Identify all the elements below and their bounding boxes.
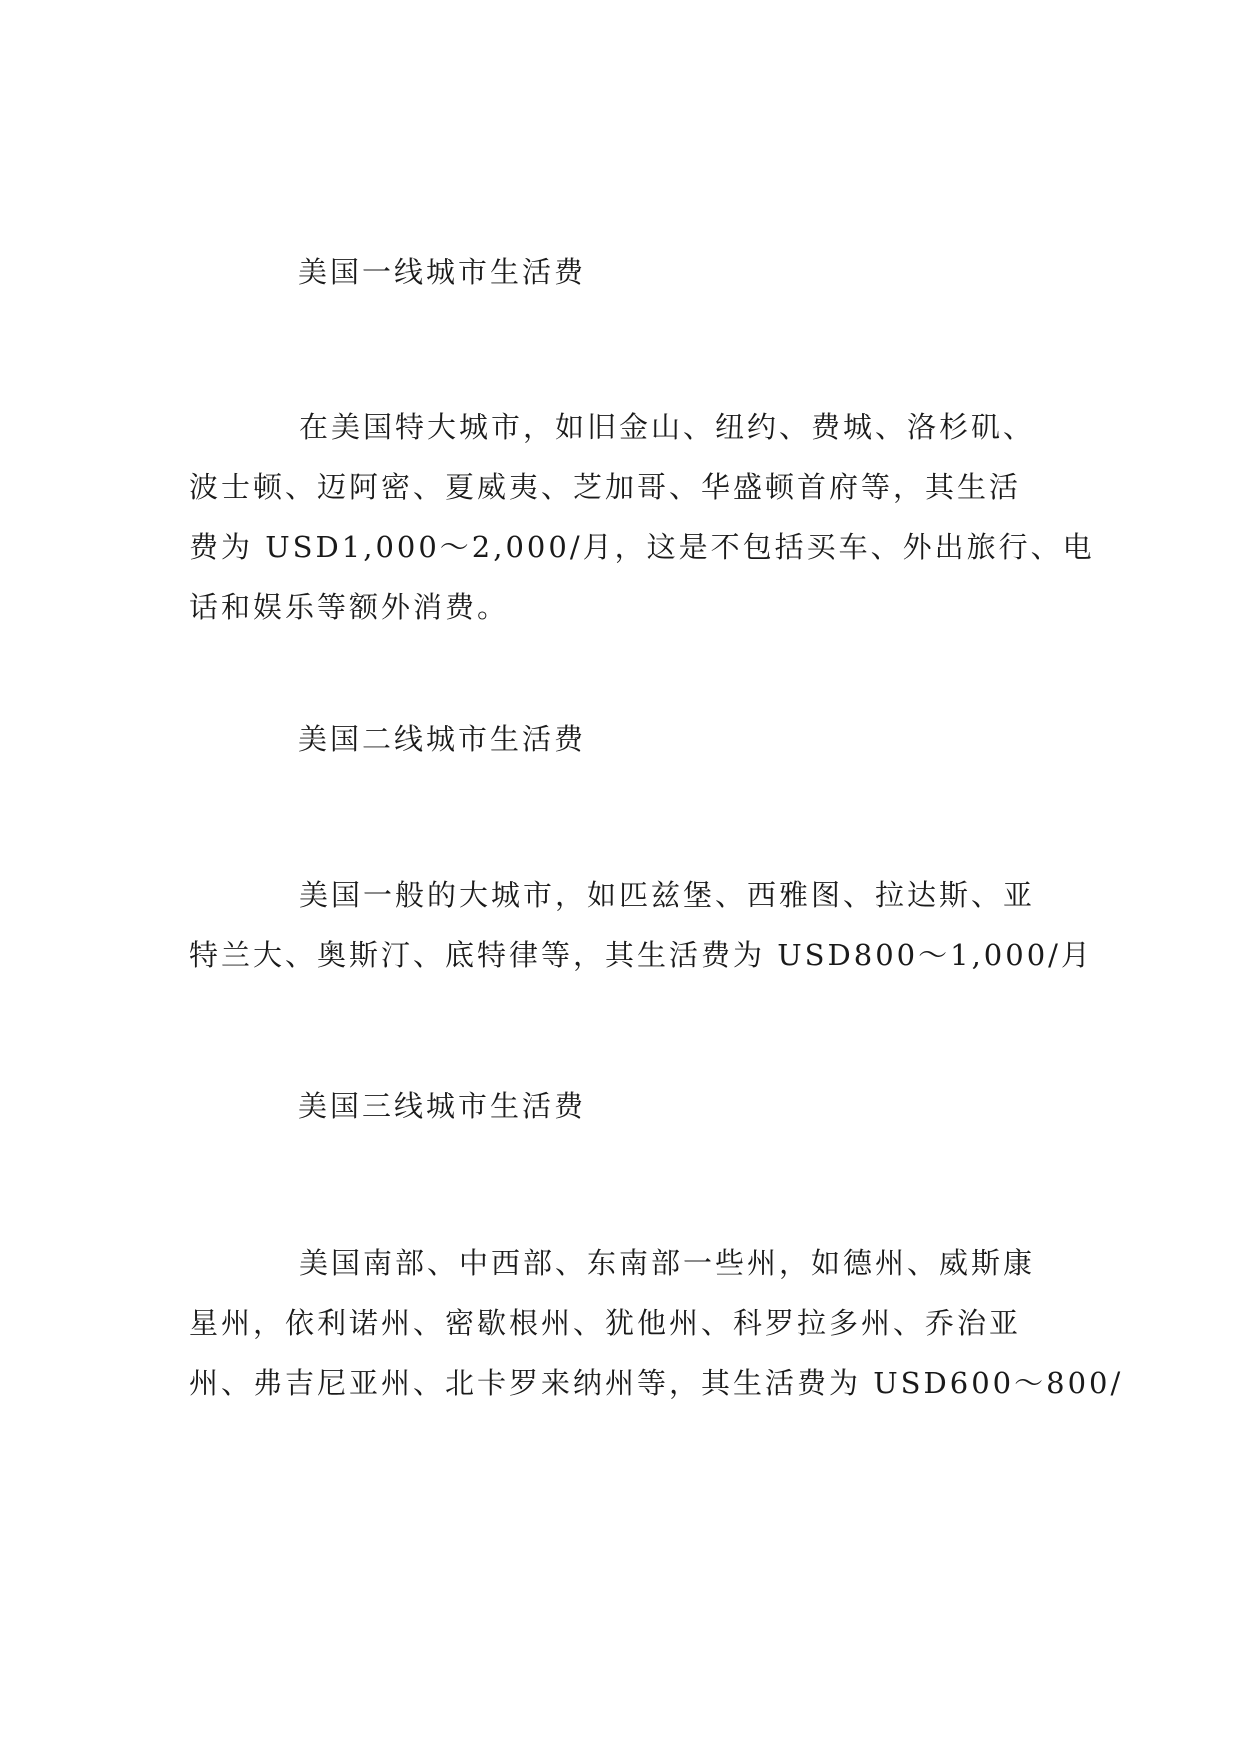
section-paragraph-tier1 [189, 397, 1095, 637]
paragraph-line: 费为 USD1,000～2,000/月，这是不包括买车、外出旅行、电 [189, 530, 1095, 564]
section-heading-tier3: 美国三线城市生活费 [298, 1089, 587, 1123]
paragraph-line: 在美国特大城市，如旧金山、纽约、费城、洛杉矶、 [299, 410, 1036, 444]
paragraph-line: 美国一般的大城市，如匹兹堡、西雅图、拉达斯、亚 [299, 878, 1036, 912]
section-heading-tier1: 美国一线城市生活费 [298, 255, 587, 289]
paragraph-line: 特兰大、奥斯汀、底特律等，其生活费为 USD800～1,000/月 [189, 938, 1093, 972]
section-paragraph-tier2 [189, 865, 1093, 985]
paragraph-line: 美国南部、中西部、东南部一些州，如德州、威斯康 [299, 1246, 1036, 1280]
paragraph-line: 星州，依利诺州、密歇根州、犹他州、科罗拉多州、乔治亚 [189, 1306, 1022, 1340]
section-paragraph-tier3 [189, 1233, 1124, 1413]
paragraph-line: 州、弗吉尼亚州、北卡罗来纳州等，其生活费为 USD600～800/ [189, 1366, 1124, 1400]
section-heading-tier2: 美国二线城市生活费 [298, 722, 587, 756]
paragraph-line: 波士顿、迈阿密、夏威夷、芝加哥、华盛顿首府等，其生活 [189, 470, 1022, 504]
paragraph-line: 话和娱乐等额外消费。 [189, 590, 510, 624]
